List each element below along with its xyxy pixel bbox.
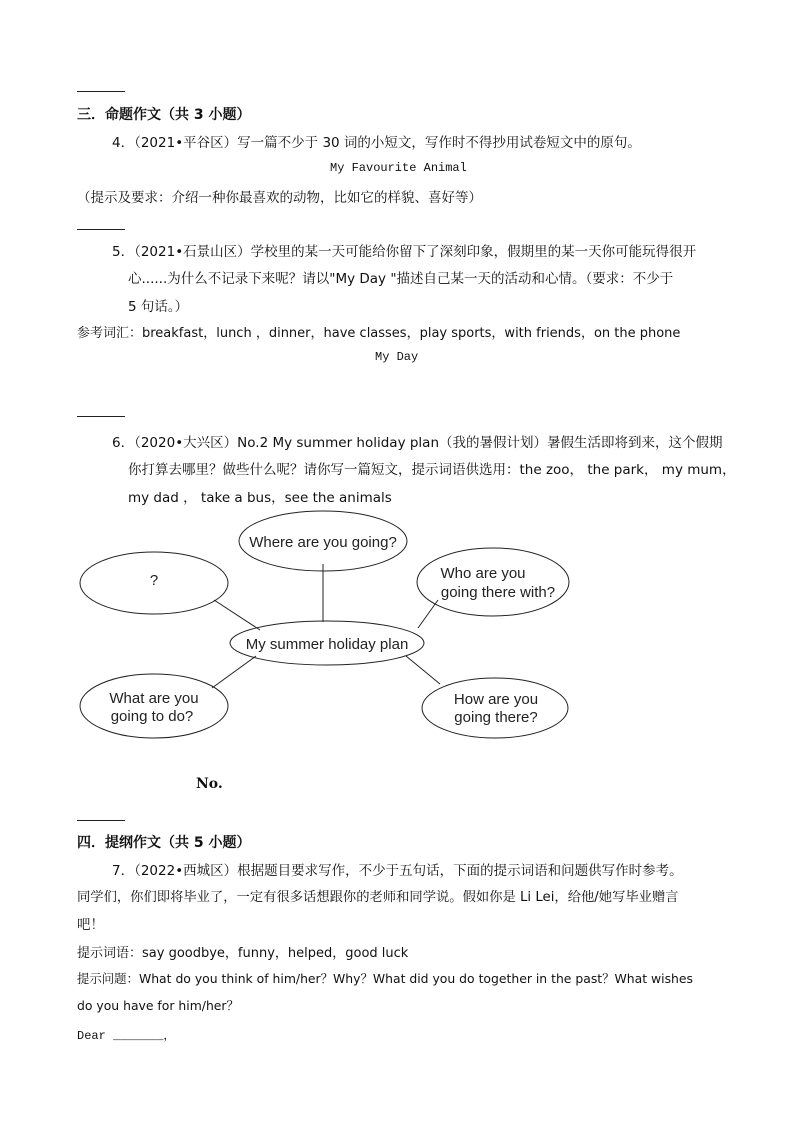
- q5-essay-title: My Day: [375, 350, 419, 364]
- node-right-bottom-label-2: going there?: [454, 709, 538, 726]
- q7-prompt-line-1: 7．（2022•西城区）根据题目要求写作，不少于五句话，下面的提示词语和问题供写作时参考。: [112, 863, 683, 879]
- node-right-bottom: [422, 678, 568, 738]
- q7-hint-words: 提示词语：say goodbye，funny，helped，good luck: [77, 946, 409, 961]
- q7-prompt-line-2: 同学们，你们即将毕业了，一定有很多话想跟你的老师和同学说。假如你是 Li Lei，给他/她写毕业赠言: [77, 890, 679, 905]
- node-right-top-label-1: Who are you: [440, 565, 526, 582]
- connector-left-bottom: [212, 656, 256, 688]
- q4-essay-title: My Favourite Animal: [330, 161, 467, 175]
- section-3-title: 三．命题作文（共 3 小题）: [77, 107, 251, 123]
- q5-prompt-line-1: 5．（2021•石景山区）学校里的某一天可能给你留下了深刻印象，假期里的某一天你可能玩得很开: [112, 244, 697, 260]
- q5-prompt-line-3: 5 句话。）: [128, 299, 189, 315]
- node-left-bottom-label-2: going to do?: [110, 708, 194, 725]
- node-left-top-label: ?: [149, 572, 159, 589]
- q7-hint-questions-2: do you have for him/her？: [77, 998, 239, 1013]
- connector-left-top: [214, 600, 260, 630]
- node-right-bottom-label-1: How are you: [453, 691, 539, 708]
- q6-prompt-line-2: 你打算去哪里？做些什么呢？请你写一篇短文，提示词语供选用：the zoo， the park， my mum，: [128, 462, 736, 478]
- q5-vocab: 参考词汇：breakfast，lunch ，dinner，have classes，play sports，with friends，on the phone: [77, 326, 681, 341]
- q6-prompt-line-1: 6．（2020•大兴区）No.2 My summer holiday plan（我的暑假计划）暑假生活即将到来，这个假期: [112, 435, 723, 451]
- q7-dear-line: Dear _______，: [77, 1029, 176, 1043]
- node-right-top: [417, 548, 569, 616]
- q4-prompt: 4．（2021•平谷区）写一篇不少于 30 词的小短文，写作时不得抄用试卷短文中的原句。: [112, 135, 641, 151]
- node-top-label: Where are you going?: [249, 534, 397, 551]
- q6-no-label: No.: [196, 776, 223, 792]
- q7-hint-questions-1: 提示问题：What do you think of him/her？Why？What did you do together in the past？What wishes: [77, 971, 693, 986]
- q6-prompt-line-3: my dad ， take a bus，see the animals: [128, 490, 392, 506]
- connector-right-bottom: [406, 656, 440, 684]
- q5-prompt-line-2: 心......为什么不记录下来呢？请以"My Day "描述自己某一天的活动和心情。（要求：不少于: [128, 271, 674, 287]
- q7-prompt-line-3: 吧！: [77, 917, 104, 933]
- section-4-title: 四．提纲作文（共 5 小题）: [77, 835, 251, 851]
- node-right-top-label-2: going there with?: [440, 584, 556, 601]
- q4-hint: （提示及要求：介绍一种你最喜欢的动物，比如它的样貌、喜好等）: [77, 190, 482, 206]
- node-center-label: My summer holiday plan: [245, 636, 409, 653]
- node-left-bottom-label-1: What are you: [109, 690, 199, 707]
